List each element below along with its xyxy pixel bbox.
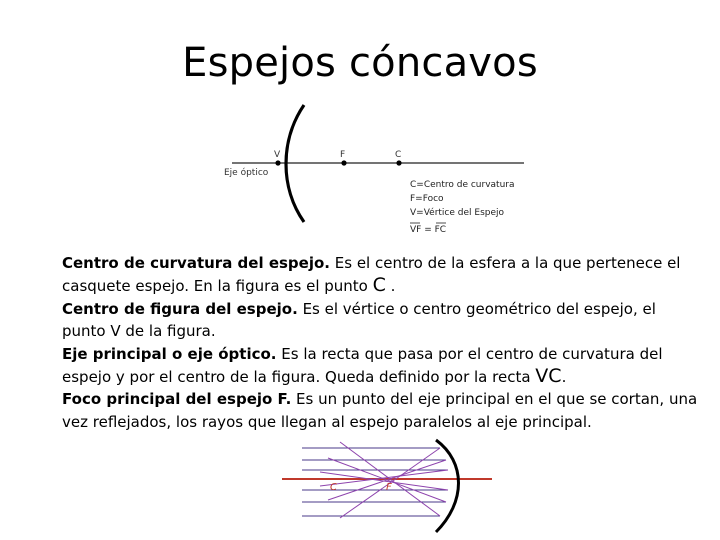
label-f: F bbox=[386, 482, 392, 493]
paragraph-eje-principal bbox=[62, 343, 702, 389]
term: Foco principal del espejo F. bbox=[62, 390, 292, 409]
definition-text: Es el centro de la esfera a la que pertenece el casquete espejo. En la figura es el punto bbox=[62, 254, 681, 296]
label-f: F bbox=[340, 150, 346, 160]
definition-end: . bbox=[561, 368, 567, 387]
legend-line: V=Vértice del Espejo bbox=[410, 208, 505, 218]
paragraph-centro-curvatura bbox=[62, 252, 702, 298]
term: Centro de figura del espejo. bbox=[62, 299, 298, 318]
legend-line: VF = FC bbox=[410, 225, 447, 235]
concave-mirror-diagram bbox=[222, 100, 532, 242]
legend-line: C=Centro de curvatura bbox=[410, 180, 515, 190]
paragraph-centro-figura bbox=[62, 298, 702, 343]
definition-text: Es un punto del eje principal en el que se cortan, una vez reflejados, los rayos que llegan al espejo paralelos al eje principal. bbox=[62, 390, 698, 431]
definition-end: . bbox=[385, 277, 396, 296]
definition-text: Es el vértice o centro geométrico del espejo, el punto V de la figura. bbox=[62, 299, 656, 341]
line-label: VC bbox=[535, 365, 562, 388]
vertex-point bbox=[275, 160, 280, 165]
focus-point bbox=[341, 160, 346, 165]
term: Centro de curvatura del espejo. bbox=[62, 254, 330, 272]
center-point bbox=[396, 160, 401, 165]
focus-rays-diagram bbox=[280, 438, 495, 535]
page-title: Espejos cóncavos bbox=[182, 40, 538, 86]
label-c: C bbox=[330, 482, 337, 493]
label-axis: Eje óptico bbox=[224, 168, 269, 178]
legend-line: F=Foco bbox=[410, 194, 444, 204]
mirror-arc bbox=[436, 440, 459, 532]
definitions bbox=[62, 252, 702, 433]
label-c: C bbox=[395, 150, 402, 160]
label-v: V bbox=[274, 150, 281, 160]
paragraph-foco-principal bbox=[62, 388, 702, 433]
point-label: C bbox=[372, 274, 386, 297]
term: Eje principal o eje óptico. bbox=[62, 344, 277, 363]
definition-text: Es la recta que pasa por el centro de curvatura del espejo y por el centro de la figura. Queda definido por la recta bbox=[62, 344, 663, 387]
